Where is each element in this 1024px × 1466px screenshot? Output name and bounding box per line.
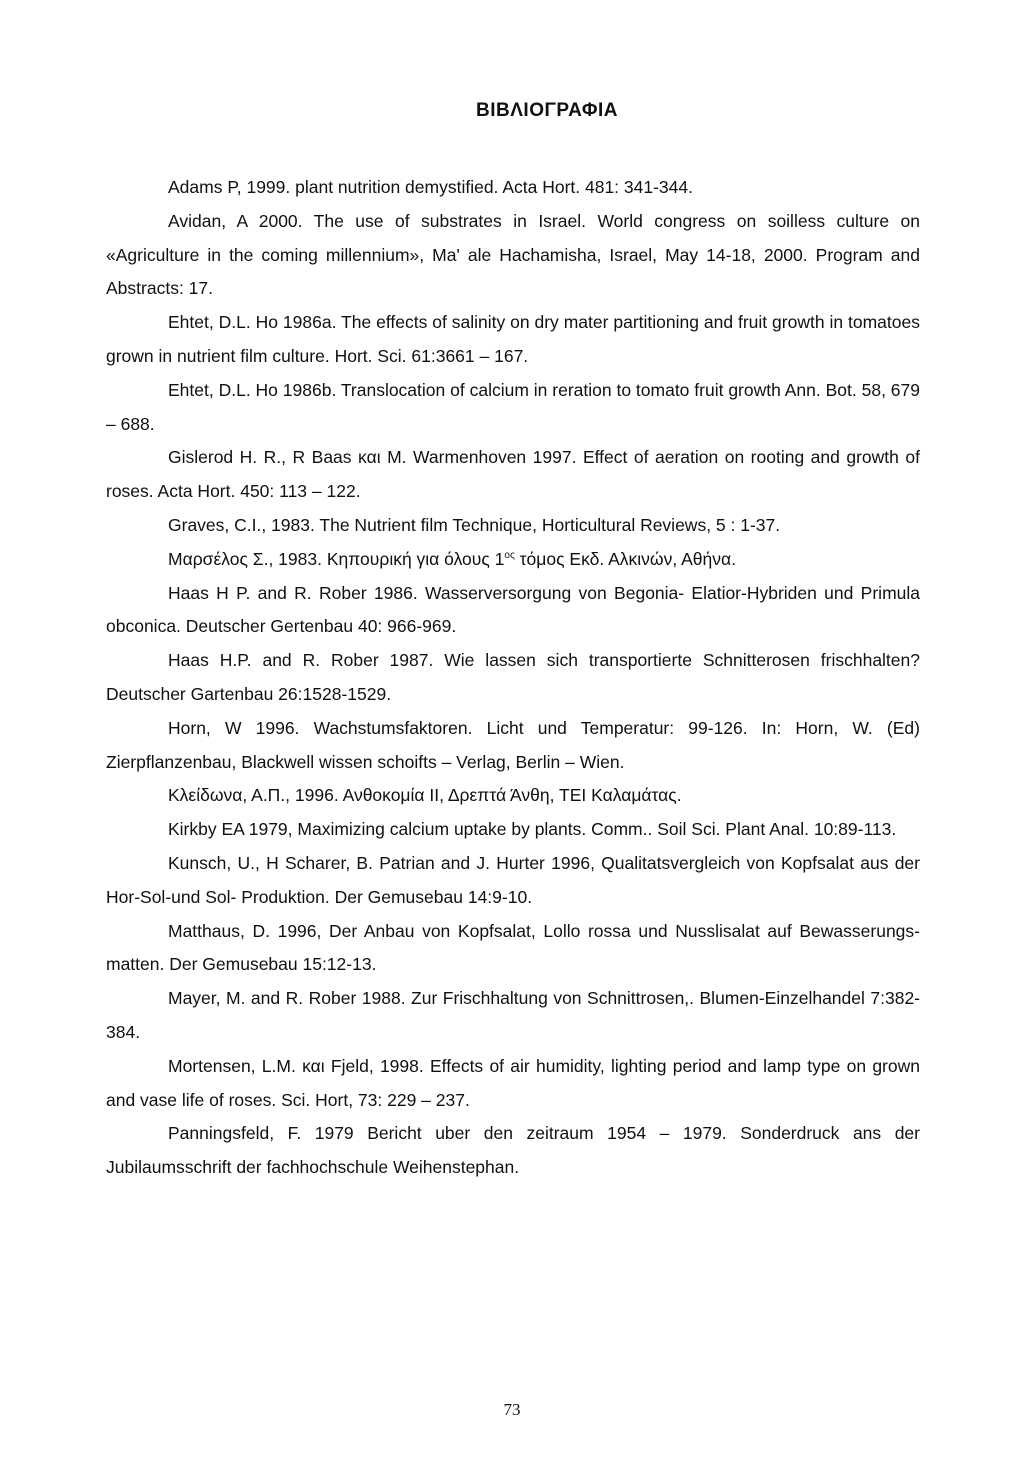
reference-text: τόμος Εκδ. Αλκινών, Αθήνα. (514, 548, 736, 569)
reference-item: Haas H.P. and R. Rober 1987. Wie lassen sich transportierte Schnitterosen frischhalten? Deutscher Gartenbau 26:1528-1529. (106, 650, 920, 704)
reference-item: Matthaus, D. 1996, Der Anbau von Kopfsalat, Lollo rossa und Nusslisalat auf Bewasserungs-matten. Der Gemusebau 15:12-13. (106, 920, 920, 975)
reference-item: Adams P, 1999. plant nutrition demystified. Acta Hort. 481: 341-344. (168, 177, 693, 197)
reference-text: Μαρσέλος Σ., 1983. Κηπουρική για όλους 1 (168, 548, 505, 569)
reference-item: Graves, C.I., 1983. The Nutrient film Technique, Horticultural Reviews, 5 : 1-37. (168, 514, 781, 535)
reference-item: Kirkby EA 1979, Maximizing calcium uptake by plants. Comm.. Soil Sci. Plant Anal. 10:89-113. (168, 819, 897, 840)
reference-item: Haas H P. and R. Rober 1986. Wasserversorgung von Begonia- Elatior-Hybriden und Primula obconica. Deutscher Gertenbau 40: 966-969. (106, 582, 920, 637)
reference-item: Κλείδωνα, Α.Π., 1996. Ανθοκομία ΙΙ, Δρεπτά Άνθη, ΤΕΙ Καλαμάτας. (168, 785, 682, 806)
reference-item: Panningsfeld, F. 1979 Bericht uber den zeitraum 1954 – 1979. Sonderdruck ans der Jubilaumsschrift der fachhochschule Weihenstephan. (106, 1123, 920, 1178)
reference-item (106, 543, 920, 577)
ordinal-superscript: ος (504, 549, 515, 561)
reference-item: Horn, W 1996. Wachstumsfaktoren. Licht und Temperatur: 99-126. In: Horn, W. (Ed) Zierpflanzenbau, Blackwell wissen schoifts – Verlag, Berlin – Wien. (106, 717, 920, 772)
reference-item: Kunsch, U., H Scharer, B. Patrian and J. Hurter 1996, Qualitatsvergleich von Kopfsalat aus der Hor-Sol-und Sol- Produktion. Der Gemusebau 14:9-10. (106, 852, 920, 907)
reference-item: Avidan, A 2000. The use of substrates in Israel. World congress on soilless culture on «Agriculture in the coming millennium», Ma' ale Hachamisha, Israel, May 14-18, 2000. Program and Abstracts: 17. (106, 210, 920, 299)
reference-list (106, 171, 920, 1185)
reference-item: Ehtet, D.L. Ho 1986a. The effects of salinity on dry mater partitioning and fruit growth in tomatoes grown in nutrient film culture. Hort. Sci. 61:3661 – 167. (106, 312, 920, 366)
page-title: ΒΙΒΛΙΟΓΡΑΦΙΑ (476, 100, 618, 121)
reference-item: Gislerod H. R., R Baas και M. Warmenhoven 1997. Effect of aeration on rooting and growth of roses. Acta Hort. 450: 113 – 122. (106, 447, 920, 502)
reference-item: Ehtet, D.L. Ho 1986b. Translocation of calcium in reration to tomato fruit growth Ann. Bot. 58, 679 – 688. (106, 379, 920, 434)
reference-item: Mortensen, L.M. και Fjeld, 1998. Effects of air humidity, lighting period and lamp type on grown and vase life of roses. Sci. Hort, 73: 229 – 237. (106, 1055, 920, 1110)
reference-item: Mayer, M. and R. Rober 1988. Zur Frischhaltung von Schnittrosen,. Blumen-Einzelhandel 7:382-384. (106, 988, 920, 1042)
page-number: 73 (503, 1400, 521, 1419)
